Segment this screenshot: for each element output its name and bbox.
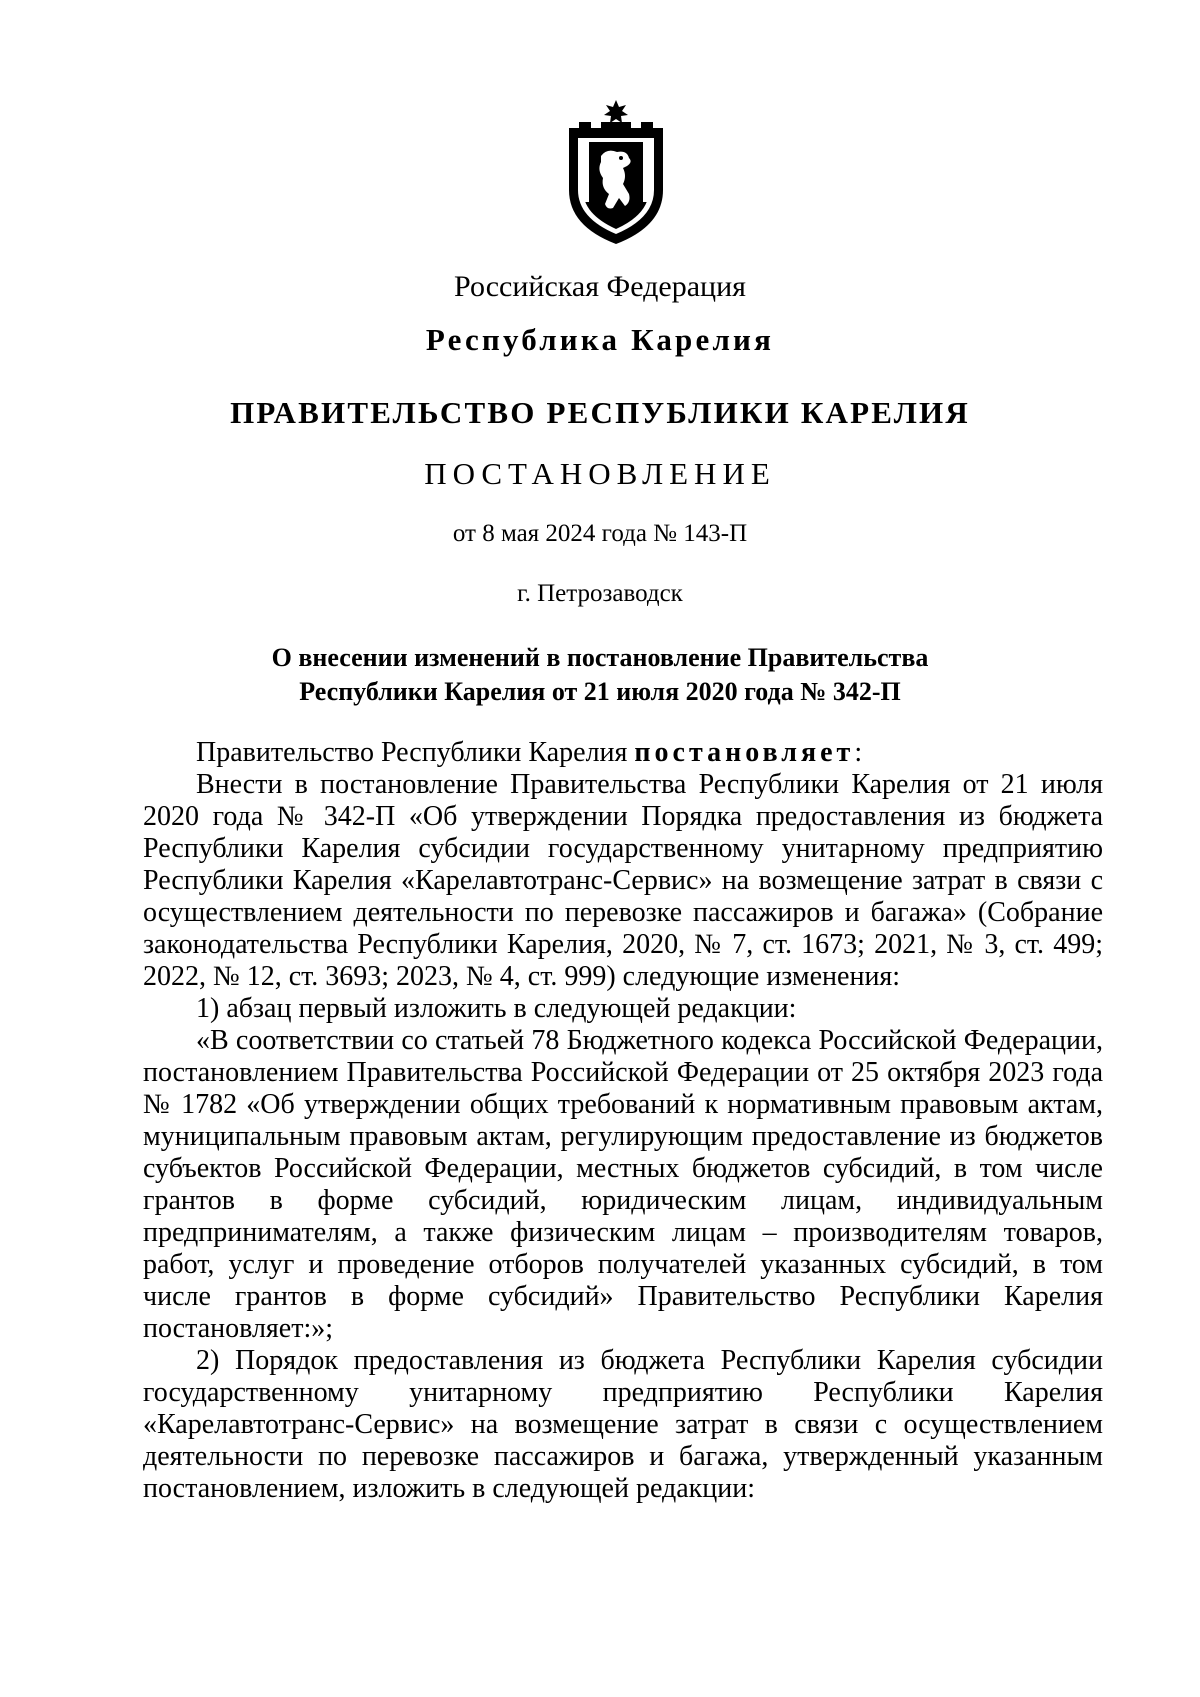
- republic-name: Республика Карелия: [425, 322, 775, 357]
- intro-prefix: Правительство Республики Карелия: [196, 737, 628, 768]
- item-2: 2) Порядок предоставления из бюджета Республики Карелия субсидии государственному унитарному предприятию Республики Карелия «Карелавтотранс-Сервис» на возмещение затрат в связи с осуществлением деятельности по перевозке пассажиров и багажа, утвержденный указанным постановлением, изложить в следующей редакции:: [143, 1345, 1103, 1504]
- document-type: ПОСТАНОВЛЕНИЕ: [424, 456, 776, 491]
- karelia-coat-of-arms-icon: [561, 98, 671, 246]
- document-title-line-1: О внесении изменений в постановление Правительства: [271, 643, 929, 672]
- intro-verb: постановляет: [634, 737, 855, 768]
- paragraph-1: Внести в постановление Правительства Республики Карелия от 21 июля 2020 года № 342-П «Об утверждении Порядка предоставления из бюджета Республики Карелия субсидии государственному унитарному предприятию Республики Карелия «Карелавтотранс-Сервис» на возмещение затрат в связи с осуществлением деятельности по перевозке пассажиров и багажа» (Собрание законодательства Республики Карелия, 2020, № 7, ст. 1673; 2021, № 3, ст. 499; 2022, № 12, ст. 3693; 2023, № 4, ст. 999) следующие изменения:: [143, 769, 1103, 992]
- intro-suffix: :: [854, 737, 863, 768]
- intro-paragraph: [143, 737, 1103, 769]
- document-date-number: от 8 мая 2024 года № 143-П: [452, 520, 748, 547]
- document-city: г. Петрозаводск: [517, 580, 683, 607]
- government-name: ПРАВИТЕЛЬСТВО РЕСПУБЛИКИ КАРЕЛИЯ: [230, 395, 970, 430]
- country-name: Российская Федерация: [454, 270, 746, 303]
- item-1: 1) абзац первый изложить в следующей редакции:: [196, 993, 797, 1024]
- quote-1: «В соответствии со статьей 78 Бюджетного кодекса Российской Федерации, постановлением Правительства Российской Федерации от 25 октября 2023 года № 1782 «Об утверждении общих требований к нормативным правовым актам, муниципальным правовым актам, регулирующим предоставление из бюджетов субъектов Российской Федерации, местных бюджетов субсидий, в том числе грантов в форме субсидий, юридическим лицам, индивидуальным предпринимателям, а также физическим лицам – производителям товаров, работ, услуг и проведение отборов получателей указанных субсидий, в том числе грантов в форме субсидий» Правительство Республики Карелия постановляет:»;: [143, 1025, 1103, 1344]
- document-title-line-2: Республики Карелия от 21 июля 2020 года № 342-П: [299, 677, 901, 706]
- document-body: [143, 737, 1103, 1505]
- document-title: [0, 641, 1200, 709]
